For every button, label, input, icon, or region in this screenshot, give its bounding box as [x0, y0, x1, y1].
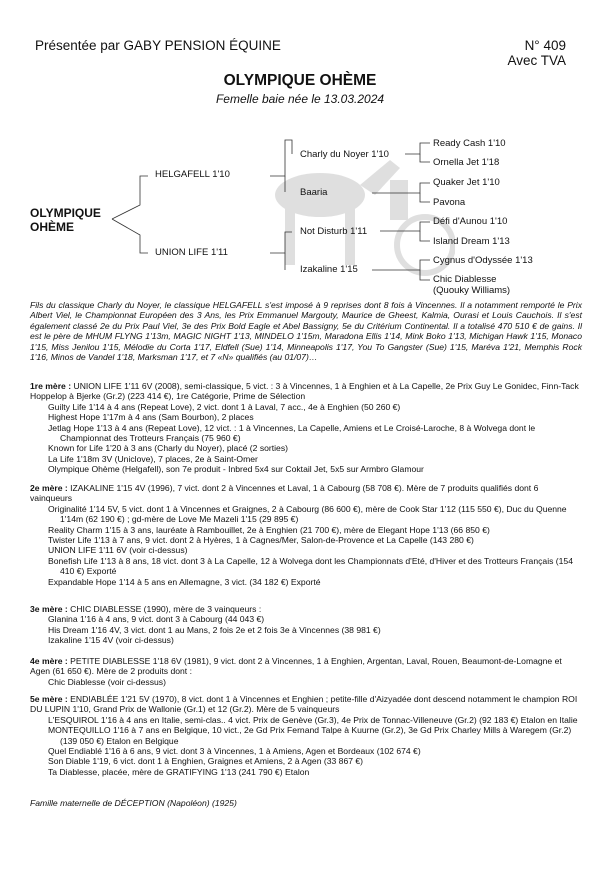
list-item: UNION LIFE 1'11 6V (voir ci-dessus): [48, 545, 188, 556]
mother-3-head: [30, 604, 582, 614]
horse-title: OLYMPIQUE OHÈME: [223, 72, 377, 89]
list-item: La Life 1'18m 3V (Uniclove), 7 places, 2e à Saint-Omer: [48, 453, 258, 464]
mother-4-section: [30, 656, 582, 687]
list-item: Originalité 1'14 5V, 5 vict. dont 1 à Vincennes et Graignes, 2 à Cabourg (86 600 €), mère de Cook Star 1'12 (115 550 €), Duc du Quenne 1'14m (62 190 €) ; gd-mère de Love Me Mazeli 1'15 (29 895 €): [48, 503, 567, 525]
family-line: Famille maternelle de DÉCEPTION (Napoléon) (1925): [30, 798, 237, 808]
list-item: Chic Diablesse (voir ci-dessus): [48, 676, 166, 687]
intro-paragraph: Fils du classique Charly du Noyer, le classique HELGAFELL s'est imposé à 9 reprises dont 8 fois à Vincennes. Il a notamment remporté le Prix Albert Viel, le Championnat Européen des 3 Ans, les Prix Emmanuel Margouty, Maurice de Gheest, Kalmia, Ourasi et Louis Cauchois. Il s'est également classé 2e du Prix Paul Viel, 3e des Prix Bold Eagle et Abel Bassigny, 5e du Critérium Continental. Il a totalisé 470 510 € de gains. Il est le père de MHUM FLYNG 1'13m, MAGIC NIGHT 1'13, MINDELO 1'15m, Maradona Ellis 1'14, Mink Boko 1'13, Michigan Hawk 1'15, Monaco 1'15, Miss Jenilou 1'15, Mélodie du Corta 1'17, Eldfell (Sue) 1'14, Minneapolis 1'17, You To Gangster (Sue) 1'15, Maréva 1'21, Memphis Rock 1'16, Minos de Vandel 1'18, Marksman 1'17, et 7 «N» qualifiés (au 01/07)…: [30, 300, 582, 363]
lot-number: N° 409: [524, 38, 566, 53]
mother-4-label: 4e mère :: [30, 656, 68, 666]
list-item: Son Diable 1'19, 6 vict. dont 1 à Enghien, Graignes et Amiens, 2 à Agen (33 867 €): [48, 756, 364, 767]
list-item: Jetlag Hope 1'13 à 4 ans (Repeat Love), 12 vict. : 1 à Vincennes, La Capelle, Amiens et Le Croisé-Laroche, 8 à Wolvega dont le Championnat des Trotteurs Français (75 960 €): [48, 422, 536, 444]
mother-3-text: CHIC DIABLESSE (1990), mère de 3 vainqueurs :: [70, 604, 262, 614]
tax-label: Avec TVA: [507, 53, 566, 68]
list-item: Known for Life 1'20 à 3 ans (Charly du Noyer), placé (2 sorties): [48, 443, 288, 454]
mother-3-label: 3e mère :: [30, 604, 68, 614]
mother-2-label: 2e mère :: [30, 483, 68, 493]
pedigree-sss: Ready Cash 1'10: [433, 138, 506, 149]
pedigree-dds: Cygnus d'Odyssée 1'13: [433, 255, 533, 266]
list-item: Ta Diablesse, placée, mère de GRATIFYING 1'13 (241 790 €) Etalon: [48, 766, 310, 777]
pedigree-sdd: Pavona: [433, 197, 466, 208]
mother-5-section: [30, 694, 582, 777]
pedigree-dsd: Island Dream 1'13: [433, 236, 510, 247]
mother-1-text: UNION LIFE 1'11 6V (2008), semi-classique, 5 vict. : 3 à Vincennes, 1 à Enghien et à La Capelle, 2e Prix Guy Le Gonidec, Finn-Tack Hoppelop à Bjerke (Gr.2) (223 414 €), 1re Catégorie, Prime de Sélection: [30, 381, 579, 402]
pedigree-sds: Quaker Jet 1'10: [433, 177, 500, 188]
list-item: His Dream 1'16 4V, 3 vict. dont 1 au Mans, 2 fois 2e et 2 fois 3e à Vincennes (38 981 €): [48, 624, 381, 635]
list-item: Quel Endiablé 1'16 à 6 ans, 9 vict. dont 3 à Vincennes, 1 à Amiens, Agen et Bordeaux (102 674 €): [48, 746, 421, 757]
mother-2-section: [30, 483, 582, 587]
pedigree-sd: Baaria: [300, 187, 328, 198]
list-item: Guilty Life 1'14 à 4 ans (Repeat Love), 2 vict. dont 1 à Laval, 7 acc., 4e à Enghien (50 260 €): [48, 401, 401, 412]
pedigree-sire: HELGAFELL 1'10: [155, 169, 230, 180]
pedigree-horse-name: [30, 206, 101, 234]
mother-3-section: [30, 604, 582, 646]
list-item: Highest Hope 1'17m à 4 ans (Sam Bourbon), 2 places: [48, 412, 254, 423]
mother-1-head: [30, 381, 582, 402]
pedigree-ssd: Ornella Jet 1'18: [433, 157, 500, 168]
pedigree-ss: Charly du Noyer 1'10: [300, 149, 389, 160]
mother-4-text: PETITE DIABLESSE 1'18 6V (1981), 9 vict. dont 2 à Vincennes, 1 à Enghien, Argentan, Laval, Rouen, Beaumont-de-Lomagne et Agen (61 650 €). Mère de 2 produits dont :: [30, 656, 562, 677]
pedigree-dam: UNION LIFE 1'11: [155, 247, 228, 258]
mother-5-head: [30, 694, 582, 715]
list-item: Expandable Hope 1'14 à 5 ans en Allemagne, 3 vict. (34 182 €) Exporté: [48, 576, 321, 587]
mother-1-label: 1re mère :: [30, 381, 72, 391]
list-item: Olympique Ohème (Helgafell), son 7e produit - Inbred 5x4 sur Coktail Jet, 5x5 sur Armbro Glamour: [48, 464, 424, 475]
mother-2-text: IZAKALINE 1'15 4V (1996), 7 vict. dont 2 à Vincennes et Laval, 1 à Cabourg (58 708 €). Mère de 7 produits qualifiés dont 6 vainqueurs: [30, 483, 539, 504]
horse-subtitle: Femelle baie née le 13.03.2024: [215, 92, 385, 106]
pedigree-ddd2: (Quouky Williams): [433, 285, 511, 296]
pedigree-name-line2: OHÈME: [30, 220, 75, 234]
pedigree-dd: Izakaline 1'15: [300, 264, 358, 275]
list-item: Reality Charm 1'15 à 3 ans, lauréate à Rambouillet, 2e à Enghien (21 700 €), mère de Elegant Hope 1'13 (66 850 €): [48, 524, 490, 535]
list-item: Glanina 1'16 à 4 ans, 9 vict. dont 3 à Cabourg (44 043 €): [48, 614, 265, 625]
pedigree-ddd1: Chic Diablesse: [433, 274, 497, 285]
mother-2-head: [30, 483, 582, 504]
list-item: Bonefish Life 1'13 à 8 ans, 18 vict. dont 3 à La Capelle, 12 à Wolvega dont les Championnats d'Eté, d'Hiver et des Trotteurs Français (154 410 €) Exporté: [48, 555, 573, 577]
mother-5-text: ENDIABLÉE 1'21 5V (1970), 8 vict. dont 1 à Vincennes et Enghien ; petite-fille d'Aizyadée dont descend notamment le champion ROI DU LUPIN 1'10, Grand Prix de Wallonie (Gr.1) et 12 (Gr.2). Mère de 5 vainqueurs: [30, 694, 578, 715]
list-item: MONTEQUILLO 1'16 à 7 ans en Belgique, 10 vict., 2e Gd Prix Fernand Talpe à Kuurne (Gr.2), 3e Gd Prix Charley Mills à Waregem (Gr.2) (139 050 €) Etalon en Belgique: [48, 725, 572, 746]
list-item: Izakaline 1'15 4V (voir ci-dessus): [48, 635, 174, 646]
pedigree-name-line1: OLYMPIQUE: [30, 206, 101, 220]
pedigree-ds: Not Disturb 1'11: [300, 226, 368, 237]
presenter-text: Présentée par GABY PENSION ÉQUINE: [35, 38, 281, 53]
list-item: L'ESQUIROL 1'16 à 4 ans en Italie, semi-clas.. 4 vict. Prix de Genève (Gr.3), 4e Prix de Tonnac-Villeneuve (Gr.2) (92 183 €) Etalon en Italie: [48, 714, 578, 725]
mother-4-head: [30, 656, 582, 677]
list-item: Twister Life 1'13 à 7 ans, 9 vict. dont 2 à Hyères, 1 à Cagnes/Mer, Salon-de-Provence et La Capelle (143 280 €): [48, 535, 474, 546]
mother-1-section: [30, 381, 582, 475]
pedigree-dss: Défi d'Aunou 1'10: [433, 216, 508, 227]
mother-5-label: 5e mère :: [30, 694, 68, 704]
